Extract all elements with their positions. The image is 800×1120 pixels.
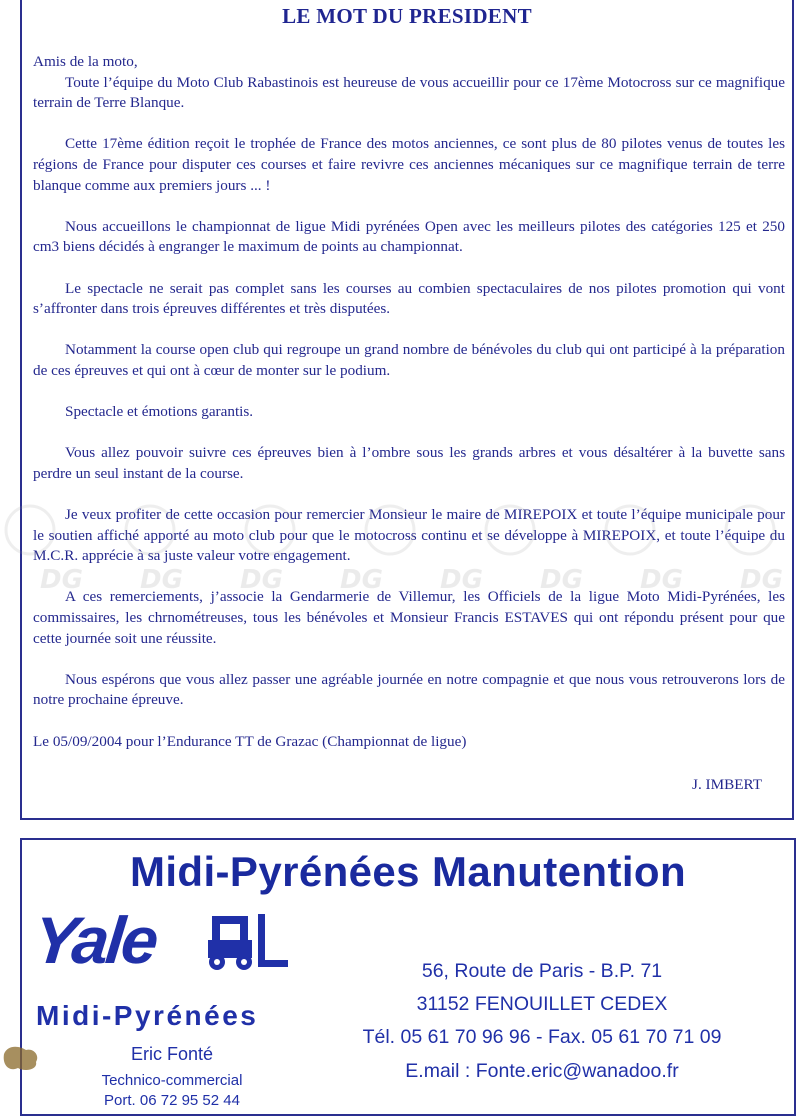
contact-phone: Port. 06 72 95 52 44 bbox=[104, 1092, 240, 1109]
forklift-icon bbox=[208, 912, 290, 976]
watermark-text: DG bbox=[740, 565, 783, 595]
letter-paragraph: A ces remerciements, j’associe la Gendarmerie de Villemur, les Officiels de la ligue Moto Midi-Pyrénées, les commissaires, les chrnométreuses, tous les bénévoles et Monsieur Francis ESTAVES qui ont répondu présent pour que cette journée soit une réussite. bbox=[33, 588, 785, 647]
letter-paragraph: Nous espérons que vous allez passer une agréable journée en notre compagnie et que nous vous retrouverons lors de notre prochaine épreuve. bbox=[33, 670, 785, 709]
paper-stain bbox=[0, 1040, 42, 1076]
letter-paragraph: Je veux profiter de cette occasion pour remercier Monsieur le maire de MIREPOIX et toute l’équipe municipale pour le soutien affiché apporté au moto club pour que le motocross continu et se développe à MIREPOIX, et toute l’équipe du M.C.R. apprécie à sa juste valeur votre engagement. bbox=[33, 506, 785, 565]
yale-logo bbox=[28, 902, 298, 982]
phone-fax: Tél. 05 61 70 96 96 - Fax. 05 61 70 71 09 bbox=[362, 1026, 722, 1048]
letter-signature: J. IMBERT bbox=[692, 776, 762, 793]
letter-paragraph: Vous allez pouvoir suivre ces épreuves bien à l’ombre sous les grands arbres et vous désaltérer à la buvette sans perdre un seul instant de la course. bbox=[33, 444, 785, 482]
letter-closing-line: Le 05/09/2004 pour l’Endurance TT de Grazac (Championnat de ligue) bbox=[33, 732, 467, 750]
watermark-text: DG bbox=[640, 565, 683, 595]
letter-greeting: Amis de la moto, bbox=[33, 53, 138, 70]
address-street: 56, Route de Paris - B.P. 71 bbox=[421, 960, 663, 982]
advertisement bbox=[20, 838, 796, 1116]
watermark-text: DG bbox=[140, 565, 183, 595]
contact-name: Eric Fonté bbox=[130, 1044, 214, 1064]
letter-paragraph: Le spectacle ne serait pas complet sans les courses au combien spectaculaires de nos pilotes promotion qui vont s’affronter dans trois épreuves différentes et très disputées. bbox=[33, 279, 785, 318]
letter-paragraph: Nous accueillons le championnat de ligue Midi pyrénées Open avec les meilleurs pilotes des catégories 125 et 250 cm3 biens décidés à engranger le maximum de points au championnat. bbox=[33, 217, 785, 256]
watermark-text: DG bbox=[240, 565, 283, 595]
letter-body bbox=[33, 52, 785, 773]
yale-brand-text: Yale bbox=[30, 903, 160, 977]
president-letter bbox=[20, 0, 794, 820]
watermark-text: DG bbox=[440, 565, 483, 595]
watermark-text: DG bbox=[40, 565, 83, 595]
letter-paragraph: Cette 17ème édition reçoit le trophée de France des motos anciennes, ce sont plus de 80 pilotes venus de toutes les régions de France pour disputer ces courses et faire revivre ces anciennes mécaniques sur ce magnifique terrain de terre blanque comme aux premiers jours ... ! bbox=[33, 135, 785, 194]
contact-role: Technico-commercial bbox=[101, 1072, 243, 1089]
watermark-text: DG bbox=[340, 565, 383, 595]
letter-paragraph: Toute l’équipe du Moto Club Rabastinois est heureuse de vous accueillir pour ce 17ème Motocross sur ce magnifique terrain de Terre Blanque. bbox=[33, 73, 785, 112]
letter-paragraph: Notamment la course open club qui regroupe un grand nombre de bénévoles du club qui ont participé à la préparation de ces épreuves et qui ont à cœur de monter sur le podium. bbox=[33, 341, 785, 379]
email-address: E.mail : Fonte.eric@wanadoo.fr bbox=[405, 1060, 679, 1082]
letter-paragraph: Spectacle et émotions garantis. bbox=[65, 403, 254, 421]
address-city: 31152 FENOUILLET CEDEX bbox=[416, 993, 668, 1015]
brand-region: Midi-Pyrénées bbox=[36, 1000, 259, 1031]
letter-title: LE MOT DU PRESIDENT bbox=[282, 4, 532, 28]
ad-company-name: Midi-Pyrénées Manutention bbox=[129, 848, 687, 895]
watermark-text: DG bbox=[540, 565, 583, 595]
